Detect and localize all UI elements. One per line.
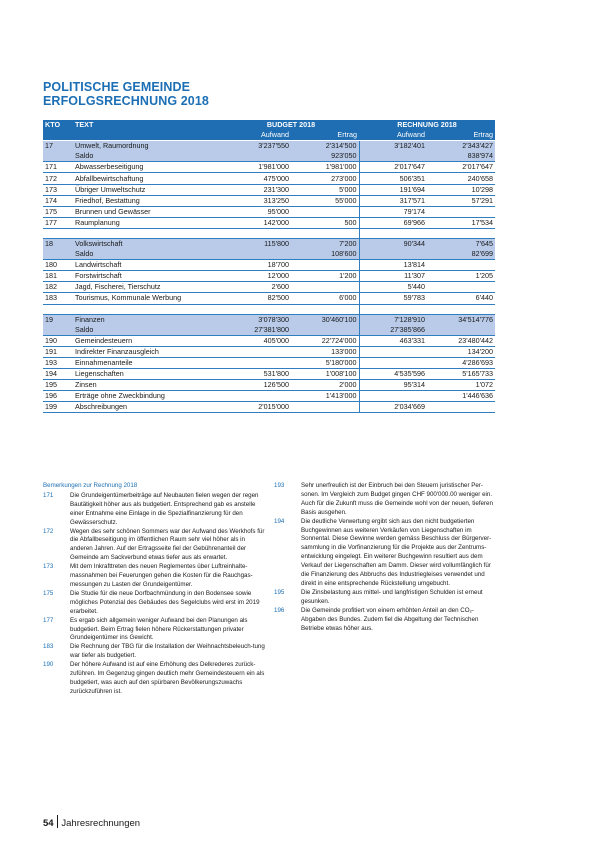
table-cell-text: Erträge ohne Zweckbindung — [73, 391, 223, 402]
col-text: TEXT — [73, 120, 223, 130]
table-cell-r-e — [427, 402, 495, 413]
table-row — [43, 368, 495, 379]
table-cell-r-e: 1'205 — [427, 271, 495, 282]
table-row — [43, 402, 495, 413]
table-cell-b-a: 126'500 — [223, 380, 291, 391]
table-cell-text: Übriger Umweltschutz — [73, 184, 223, 195]
note-account-number: 190 — [43, 661, 54, 669]
table-cell-kto: 183 — [43, 293, 73, 304]
table-cell-text: Zinsen — [73, 380, 223, 391]
note-item — [43, 617, 265, 644]
note-account-number: 171 — [43, 491, 54, 499]
table-cell-b-a: 2'015'000 — [223, 402, 291, 413]
table-row — [43, 184, 495, 195]
table-cell-kto: 180 — [43, 260, 73, 271]
table-cell-r-e: 4'286'693 — [427, 357, 495, 368]
note-account-number: 177 — [43, 616, 54, 624]
table-cell-kto — [43, 151, 73, 162]
note-text: Wegen des sehr schönen Sommers war der Aufwand des Werkhofs für die Abfallbeseitigung im öffentlichen Raum sehr viel höher als in anderen Jahren. Auf der Ertragsseite fiel der Gebührenanteil der Gemeinde am Sackverbund etwas tiefer aus als erwartet. — [70, 527, 265, 562]
table-cell-b-e: 2'314'500 — [291, 141, 359, 152]
table-cell-b-e: 133'000 — [291, 346, 359, 357]
table-cell-b-e — [291, 304, 359, 314]
table-cell-b-a: 18'700 — [223, 260, 291, 271]
note-item — [43, 563, 265, 590]
table-cell-text — [73, 304, 223, 314]
table-row — [43, 357, 495, 368]
table-cell-r-e: 134'200 — [427, 346, 495, 357]
table-cell-b-a: 3'078'300 — [223, 314, 291, 325]
note-account-number: 196 — [274, 606, 285, 614]
note-item — [274, 589, 498, 607]
table-cell-r-e: 17'534 — [427, 217, 495, 228]
note-text: Die Grundeigentümerbeiträge auf Neubauten fielen wegen der regen Bautätigkeit höher aus als budgetiert. Entsprechend gab es anstelle einer Entnahme eine Einlage in die Spezialfinanzierung für den Gewässerschutz. — [70, 491, 259, 526]
note-item — [43, 528, 265, 564]
table-row — [43, 391, 495, 402]
table-cell-r-e: 10'298 — [427, 184, 495, 195]
table-body — [43, 141, 495, 413]
table-cell-text: Landwirtschaft — [73, 260, 223, 271]
note-text: Die Studie für die neue Dorfbachmündung in den Bodensee sowie mögliches Potenzial des Gebäudes des Segelclubs wird erst im 2019 erarbeitet. — [70, 589, 260, 615]
table-cell-text — [73, 228, 223, 238]
table-row — [43, 217, 495, 228]
table-cell-b-e: 500 — [291, 217, 359, 228]
note-account-number: 175 — [43, 589, 54, 597]
table-row — [43, 271, 495, 282]
table-cell-r-e: 34'514'776 — [427, 314, 495, 325]
table-cell-r-e: 57'291 — [427, 195, 495, 206]
table-cell-b-e: 923'050 — [291, 151, 359, 162]
table-cell-r-a: 506'351 — [359, 173, 427, 184]
table-cell-b-a: 231'300 — [223, 184, 291, 195]
table-cell-b-e: 55'000 — [291, 195, 359, 206]
table-header-row — [43, 120, 495, 130]
table-cell-r-e: 82'699 — [427, 249, 495, 260]
table-cell-kto — [43, 249, 73, 260]
table-cell-r-a — [359, 357, 427, 368]
table-cell-r-e — [427, 282, 495, 293]
table-cell-b-e: 2'000 — [291, 380, 359, 391]
table-cell-r-a — [359, 304, 427, 314]
table-cell-r-a: 2'034'669 — [359, 402, 427, 413]
table-row — [43, 260, 495, 271]
col-budget-ertrag: Ertrag — [291, 130, 359, 141]
table-cell-r-a — [359, 391, 427, 402]
table-cell-b-a: 405'000 — [223, 335, 291, 346]
table-row — [43, 335, 495, 346]
table-cell-r-e: 2'017'647 — [427, 162, 495, 173]
table-cell-b-a: 27'381'800 — [223, 325, 291, 336]
table-cell-b-a: 313'250 — [223, 195, 291, 206]
col-budget-aufwand: Aufwand — [223, 130, 291, 141]
table-cell-b-e: 6'000 — [291, 293, 359, 304]
footer-section: Jahresrechnungen — [61, 818, 141, 829]
table-cell-text: Friedhof, Bestattung — [73, 195, 223, 206]
table-cell-text: Jagd, Fischerei, Tierschutz — [73, 282, 223, 293]
income-statement-table — [43, 120, 495, 413]
col-rechnung-aufwand: Aufwand — [359, 130, 427, 141]
table-cell-r-a — [359, 228, 427, 238]
col-rechnung-ertrag: Ertrag — [427, 130, 495, 141]
table-cell-text: Finanzen — [73, 314, 223, 325]
table-cell-r-a: 4'535'596 — [359, 368, 427, 379]
table-cell-r-e: 6'440 — [427, 293, 495, 304]
table-cell-r-a: 79'174 — [359, 206, 427, 217]
col-rechnung: RECHNUNG 2018 — [359, 120, 495, 130]
col-budget: BUDGET 2018 — [223, 120, 359, 130]
table-cell-r-a: 191'694 — [359, 184, 427, 195]
table-cell-text: Raumplanung — [73, 217, 223, 228]
table-cell-r-a: 90'344 — [359, 238, 427, 249]
note-account-number: 183 — [43, 643, 54, 651]
note-text: Sehr unerfreulich ist der Einbruch bei den Steuern juristischer Per-sonen. Im Vergleich zum Budget gingen CHF 900'000.00 weniger ein. Auch für die Zukunft muss die Gemeinde wohl von der neuen, tieferen Basis ausgehen. — [301, 482, 493, 516]
table-cell-kto: 173 — [43, 184, 73, 195]
table-cell-r-a: 13'814 — [359, 260, 427, 271]
table-cell-kto — [43, 228, 73, 238]
table-cell-text: Saldo — [73, 249, 223, 260]
table-cell-kto: 191 — [43, 346, 73, 357]
table-cell-kto: 195 — [43, 380, 73, 391]
table-cell-kto: 181 — [43, 271, 73, 282]
table-cell-b-e — [291, 282, 359, 293]
table-cell-text: Gemeindesteuern — [73, 335, 223, 346]
table-cell-b-e — [291, 260, 359, 271]
title-line-2: ERFOLGSRECHNUNG 2018 — [43, 94, 209, 108]
note-text: Mit dem Inkrafttreten des neuen Reglementes über Luftreinhalte-massnahmen bei Feuerungen gehen die Kosten für die Rauchgas-messungen zu Lasten der Grundeigentümer. — [70, 563, 253, 588]
table-cell-b-a: 142'000 — [223, 217, 291, 228]
table-cell-r-e: 23'480'442 — [427, 335, 495, 346]
note-item — [43, 590, 265, 617]
table-row — [43, 380, 495, 391]
table-cell-kto: 182 — [43, 282, 73, 293]
note-account-number: 172 — [43, 527, 54, 535]
table-cell-b-a — [223, 228, 291, 238]
table-cell-b-a — [223, 391, 291, 402]
note-item — [43, 492, 265, 528]
table-cell-kto — [43, 304, 73, 314]
table-cell-kto: 19 — [43, 314, 73, 325]
table-cell-b-a: 2'600 — [223, 282, 291, 293]
table-cell-kto: 196 — [43, 391, 73, 402]
table-cell-r-e — [427, 260, 495, 271]
table-cell-text: Liegenschaften — [73, 368, 223, 379]
table-cell-b-e: 22'724'000 — [291, 335, 359, 346]
notes-right-column — [274, 482, 498, 633]
table-cell-b-a: 82'500 — [223, 293, 291, 304]
table-cell-text: Indirekter Finanzausgleich — [73, 346, 223, 357]
table-cell-text: Einnahmenanteile — [73, 357, 223, 368]
table-cell-r-a: 5'440 — [359, 282, 427, 293]
table-cell-kto: 174 — [43, 195, 73, 206]
table-subheader-row — [43, 130, 495, 141]
table-group-row — [43, 325, 495, 336]
table-cell-b-e: 5'000 — [291, 184, 359, 195]
table-cell-kto — [43, 325, 73, 336]
table-spacer-row — [43, 228, 495, 238]
table-cell-r-a: 95'314 — [359, 380, 427, 391]
table-cell-text: Tourismus, Kommunale Werbung — [73, 293, 223, 304]
table-cell-kto: 175 — [43, 206, 73, 217]
table-cell-r-a: 11'307 — [359, 271, 427, 282]
table-cell-b-a — [223, 346, 291, 357]
page-footer — [43, 815, 140, 829]
table-cell-b-a: 3'237'550 — [223, 141, 291, 152]
table-cell-text: Volkswirtschaft — [73, 238, 223, 249]
table-cell-r-a: 69'966 — [359, 217, 427, 228]
table-cell-r-a: 3'182'401 — [359, 141, 427, 152]
title-line-1: POLITISCHE GEMEINDE — [43, 80, 191, 94]
note-account-number: 193 — [274, 482, 285, 489]
table-group-row — [43, 314, 495, 325]
note-text: Die deutliche Verwertung ergibt sich aus den nicht budgetierten Buchgewinnen aus weiteren Verkäufen von Liegenschaften im Sonnental. Diese Gewinne werden gemäss Beschluss der Bürgerver-sammlung in die Vorfinanzierung für die Projekte aus der Zentrums-entwicklung eingelegt. Ein weiterer Buchgewinn resultiert aus dem Verkauf der Liegenschaften am Damm. Dieser wird vollumfänglich für die Finanzierung des Abbruchs des Industriegleises verwendet und direkt in eine entsprechende Rückstellung umgebucht. — [301, 517, 492, 587]
table-cell-b-e: 7'200 — [291, 238, 359, 249]
table-cell-kto: 193 — [43, 357, 73, 368]
note-text: Es ergab sich allgemein weniger Aufwand bei den Planungen als budgetiert. Beim Ertrag fielen höhere Rückerstattungen privater Grundeigentümer ins Gewicht. — [70, 616, 248, 642]
note-account-number: 173 — [43, 563, 54, 571]
table-cell-b-e: 1'413'000 — [291, 391, 359, 402]
table-row — [43, 282, 495, 293]
table-cell-b-a — [223, 304, 291, 314]
notes-left-column — [43, 482, 265, 697]
table-cell-r-e: 7'645 — [427, 238, 495, 249]
table-cell-text: Abschreibungen — [73, 402, 223, 413]
table-row — [43, 162, 495, 173]
table-cell-r-e — [427, 325, 495, 336]
table-cell-b-a: 115'800 — [223, 238, 291, 249]
table-cell-r-e — [427, 304, 495, 314]
table-cell-r-a: 463'331 — [359, 335, 427, 346]
note-text: Die Rechnung der TBG für die Installation der Weihnachtsbeleuch-tung war tiefer als budgetiert. — [70, 643, 265, 660]
note-item — [43, 661, 265, 697]
table-cell-kto: 18 — [43, 238, 73, 249]
table-cell-b-e — [291, 228, 359, 238]
notes-heading: Bemerkungen zur Rechnung 2018 — [43, 482, 138, 489]
table-cell-text: Saldo — [73, 151, 223, 162]
table-group-row — [43, 151, 495, 162]
table-cell-r-a: 317'571 — [359, 195, 427, 206]
note-item — [43, 643, 265, 661]
table-cell-text: Abfallbewirtschaftung — [73, 173, 223, 184]
table-cell-r-e: 1'072 — [427, 380, 495, 391]
table-cell-r-e: 240'658 — [427, 173, 495, 184]
table-cell-r-e — [427, 228, 495, 238]
col-kto: KTO — [43, 120, 73, 130]
table-group-row — [43, 238, 495, 249]
table-cell-r-a — [359, 346, 427, 357]
table-cell-kto: 171 — [43, 162, 73, 173]
table-cell-b-a: 531'800 — [223, 368, 291, 379]
table-cell-b-e: 1'008'100 — [291, 368, 359, 379]
table-cell-text: Brunnen und Gewässer — [73, 206, 223, 217]
table-cell-r-e: 1'446'636 — [427, 391, 495, 402]
table-cell-r-a — [359, 151, 427, 162]
table-cell-r-e: 5'165'733 — [427, 368, 495, 379]
note-text: Die Gemeinde profitiert von einem erhöhten Anteil an den CO₂-Abgaben des Bundes. Zudem fiel die Abgeltung der Technischen Betriebe etwas höher aus. — [301, 606, 479, 632]
notes-right-list — [274, 482, 498, 633]
table-cell-b-e: 1'200 — [291, 271, 359, 282]
table-cell-b-a — [223, 151, 291, 162]
table-cell-text: Saldo — [73, 325, 223, 336]
note-item — [274, 482, 498, 518]
table-cell-text: Umwelt, Raumordnung — [73, 141, 223, 152]
table-cell-r-e: 838'974 — [427, 151, 495, 162]
note-account-number: 194 — [274, 517, 285, 525]
table-group-row — [43, 249, 495, 260]
table-cell-r-e: 2'343'427 — [427, 141, 495, 152]
note-item — [274, 518, 498, 589]
table-cell-b-e — [291, 325, 359, 336]
table-cell-b-a: 1'981'000 — [223, 162, 291, 173]
table-row — [43, 195, 495, 206]
table-group-row — [43, 141, 495, 152]
table-spacer-row — [43, 304, 495, 314]
table-cell-r-a: 7'128'910 — [359, 314, 427, 325]
table-row — [43, 293, 495, 304]
table-cell-r-a — [359, 249, 427, 260]
table-cell-b-e: 273'000 — [291, 173, 359, 184]
note-text: Die Zinsbelastung aus mittel- und langfristigen Schulden ist erneut gesunken. — [301, 588, 483, 605]
table-cell-b-e — [291, 402, 359, 413]
table-row — [43, 206, 495, 217]
table-cell-kto: 172 — [43, 173, 73, 184]
table-cell-b-a — [223, 249, 291, 260]
note-account-number: 195 — [274, 588, 285, 596]
table-cell-text: Abwasserbeseitigung — [73, 162, 223, 173]
table-cell-b-e: 1'981'000 — [291, 162, 359, 173]
page-title — [43, 80, 209, 108]
table-cell-r-a: 2'017'647 — [359, 162, 427, 173]
table-cell-b-a: 475'000 — [223, 173, 291, 184]
footer-divider — [57, 815, 58, 828]
table-cell-r-e — [427, 206, 495, 217]
table-cell-kto: 199 — [43, 402, 73, 413]
table-cell-kto: 194 — [43, 368, 73, 379]
table-cell-text: Forstwirtschaft — [73, 271, 223, 282]
note-text: Der höhere Aufwand ist auf eine Erhöhung des Delkrederes zurück-zuführen. Im Gegenzug gingen deutlich mehr Gemeindesteuern ein als budgetiert, was auch auf den spürbaren Bevölkerungszuwachs zurückzuführen ist. — [70, 661, 265, 695]
table-row — [43, 173, 495, 184]
table-cell-r-a: 59'783 — [359, 293, 427, 304]
table-cell-r-a: 27'385'866 — [359, 325, 427, 336]
table-cell-b-e: 30'460'100 — [291, 314, 359, 325]
table-cell-b-e: 5'180'000 — [291, 357, 359, 368]
notes-left-list — [43, 492, 265, 697]
table-cell-b-a: 95'000 — [223, 206, 291, 217]
table-cell-kto: 17 — [43, 141, 73, 152]
table-cell-b-a — [223, 357, 291, 368]
table-cell-kto: 177 — [43, 217, 73, 228]
note-item — [274, 607, 498, 634]
table-cell-kto: 190 — [43, 335, 73, 346]
table-row — [43, 346, 495, 357]
table-cell-b-e — [291, 206, 359, 217]
table-cell-b-e: 108'600 — [291, 249, 359, 260]
page-number: 54 — [43, 818, 54, 829]
table-cell-b-a: 12'000 — [223, 271, 291, 282]
